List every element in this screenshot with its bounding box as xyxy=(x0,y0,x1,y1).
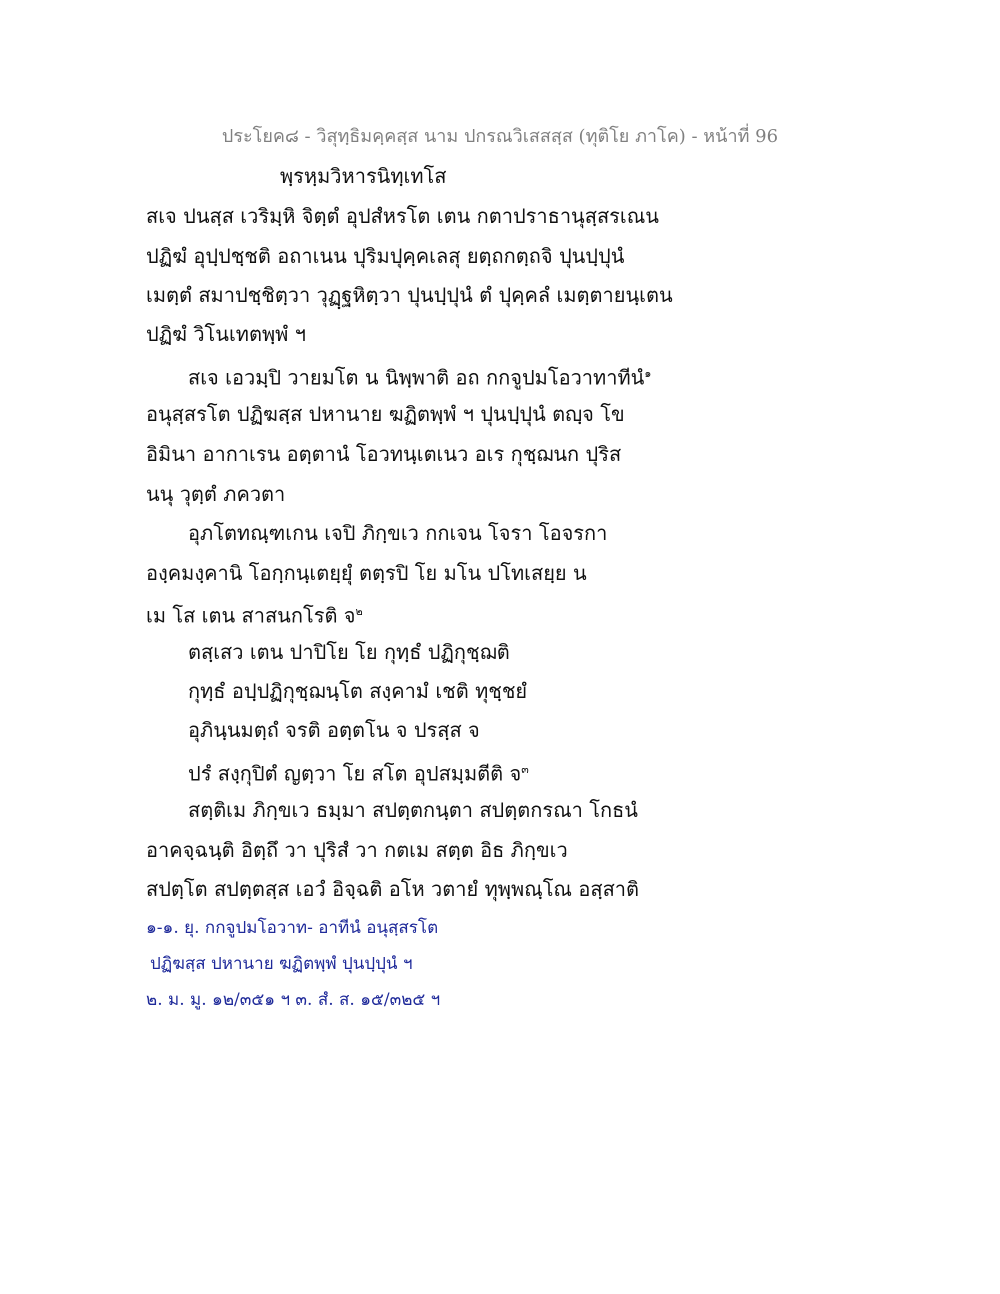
verse-line: อุภินฺนมตฺถํ จรติ อตฺตโน จ ปรสฺส จ xyxy=(188,718,480,742)
text-line xyxy=(146,598,363,630)
text-line: สเจ ปนสฺส เวริมฺหิ จิตฺตํ อุปสํหรโต เตน กตาปราธานุสฺสรเณน xyxy=(146,204,659,228)
text-line xyxy=(146,400,625,428)
section-title: พฺรหฺมวิหารนิทฺเทโส xyxy=(280,164,447,188)
text-line: อิมินา อากาเรน อตฺตานํ โอวทนฺเตเนว อเร กุชฺฌนก ปุริส xyxy=(146,442,622,466)
text-line: ปฏิฆํ วิโนเทตพฺพํ ฯ xyxy=(146,322,306,346)
text-line: ปฏิฆํ อุปฺปชฺชติ อถาเนน ปุริมปุคฺคเลสุ ยตฺถกตฺถจิ ปุนปฺปุนํ xyxy=(146,244,625,268)
verse-line: ตสฺเสว เตน ปาปิโย โย กุทฺธํ ปฏิกุชฺฌติ xyxy=(188,640,510,664)
page-header: ประโยค๘ - วิสุทฺธิมคฺคสฺส นาม ปกรณวิเสสสฺส (ทุติโย ภาโค) - หน้าที่ 96 xyxy=(221,126,779,147)
text-line: นนุ วุตฺตํ ภควตา xyxy=(146,482,286,506)
footnote-marker: ๑ xyxy=(644,367,652,380)
text-line: เมตฺตํ สมาปชฺชิตฺวา วุฏฺฐหิตฺวา ปุนปฺปุนํ ตํ ปุคฺคลํ เมตฺตายนฺเตน xyxy=(146,283,673,307)
footnote-line: ปฏิฆสฺส ปหานาย ฆฏิตพฺพํ ปุนปฺปุนํ ฯ xyxy=(150,954,413,974)
text-segment: เม โส เตน สาสนกโรติ จ xyxy=(146,603,356,628)
text-line: อาคจฺฉนฺติ อิตฺถึ วา ปุริสํ วา กตเม สตฺต อิธ ภิกฺขเว xyxy=(146,838,568,862)
footnote-line: ๑-๑. ยุ. กกจูปมโอวาท- อาทีนํ อนุสฺสรโต xyxy=(146,918,439,938)
text-line: อุภโตทณฺฑเกน เจปิ ภิกฺขเว กกเจน โจรา โอจรกา xyxy=(188,521,608,545)
text-line: องฺคมงฺคานิ โอกฺกนฺเตยฺยุํ ตตฺรปิ โย มโน ปโทเสยฺย น xyxy=(146,561,587,585)
verse-line: กุทฺธํ อปฺปฏิกุชฺฌนฺโต สงฺคามํ เชติ ทุชฺชยํ xyxy=(188,679,528,703)
footnote-marker: ๒ xyxy=(355,605,363,618)
text-line: สปตฺโต สปตฺตสฺส เอวํ อิจฺฉติ อโห วตายํ ทุพฺพณฺโณ อสฺสาติ xyxy=(146,877,639,901)
text-segment: สเจ เอวมฺปิ วายมโต น นิพฺพาติ อถ กกจูปมโอวาทาทีนํ xyxy=(188,365,645,390)
text-segment: ปรํ สงฺกุปิตํ ญตฺวา โย สโต อุปสมฺมตีติ จ xyxy=(188,761,522,786)
text-line: สตฺติเม ภิกฺขเว ธมฺมา สปตฺตกนฺตา สปตฺตกรณา โกธนํ xyxy=(188,798,638,822)
verse-line xyxy=(188,756,529,788)
footnote-marker: ๓ xyxy=(521,763,529,776)
text-segment: อนุสฺสรโต ปฏิฆสฺส ปหานาย ฆฏิตพฺพํ ฯ ปุนปฺปุนํ ตญฺจ โข xyxy=(146,402,625,426)
text-line xyxy=(188,360,651,392)
footnote-line: ๒. ม. มู. ๑๒/๓๕๑ ฯ ๓. สํ. ส. ๑๕/๓๒๕ ฯ xyxy=(146,990,441,1010)
